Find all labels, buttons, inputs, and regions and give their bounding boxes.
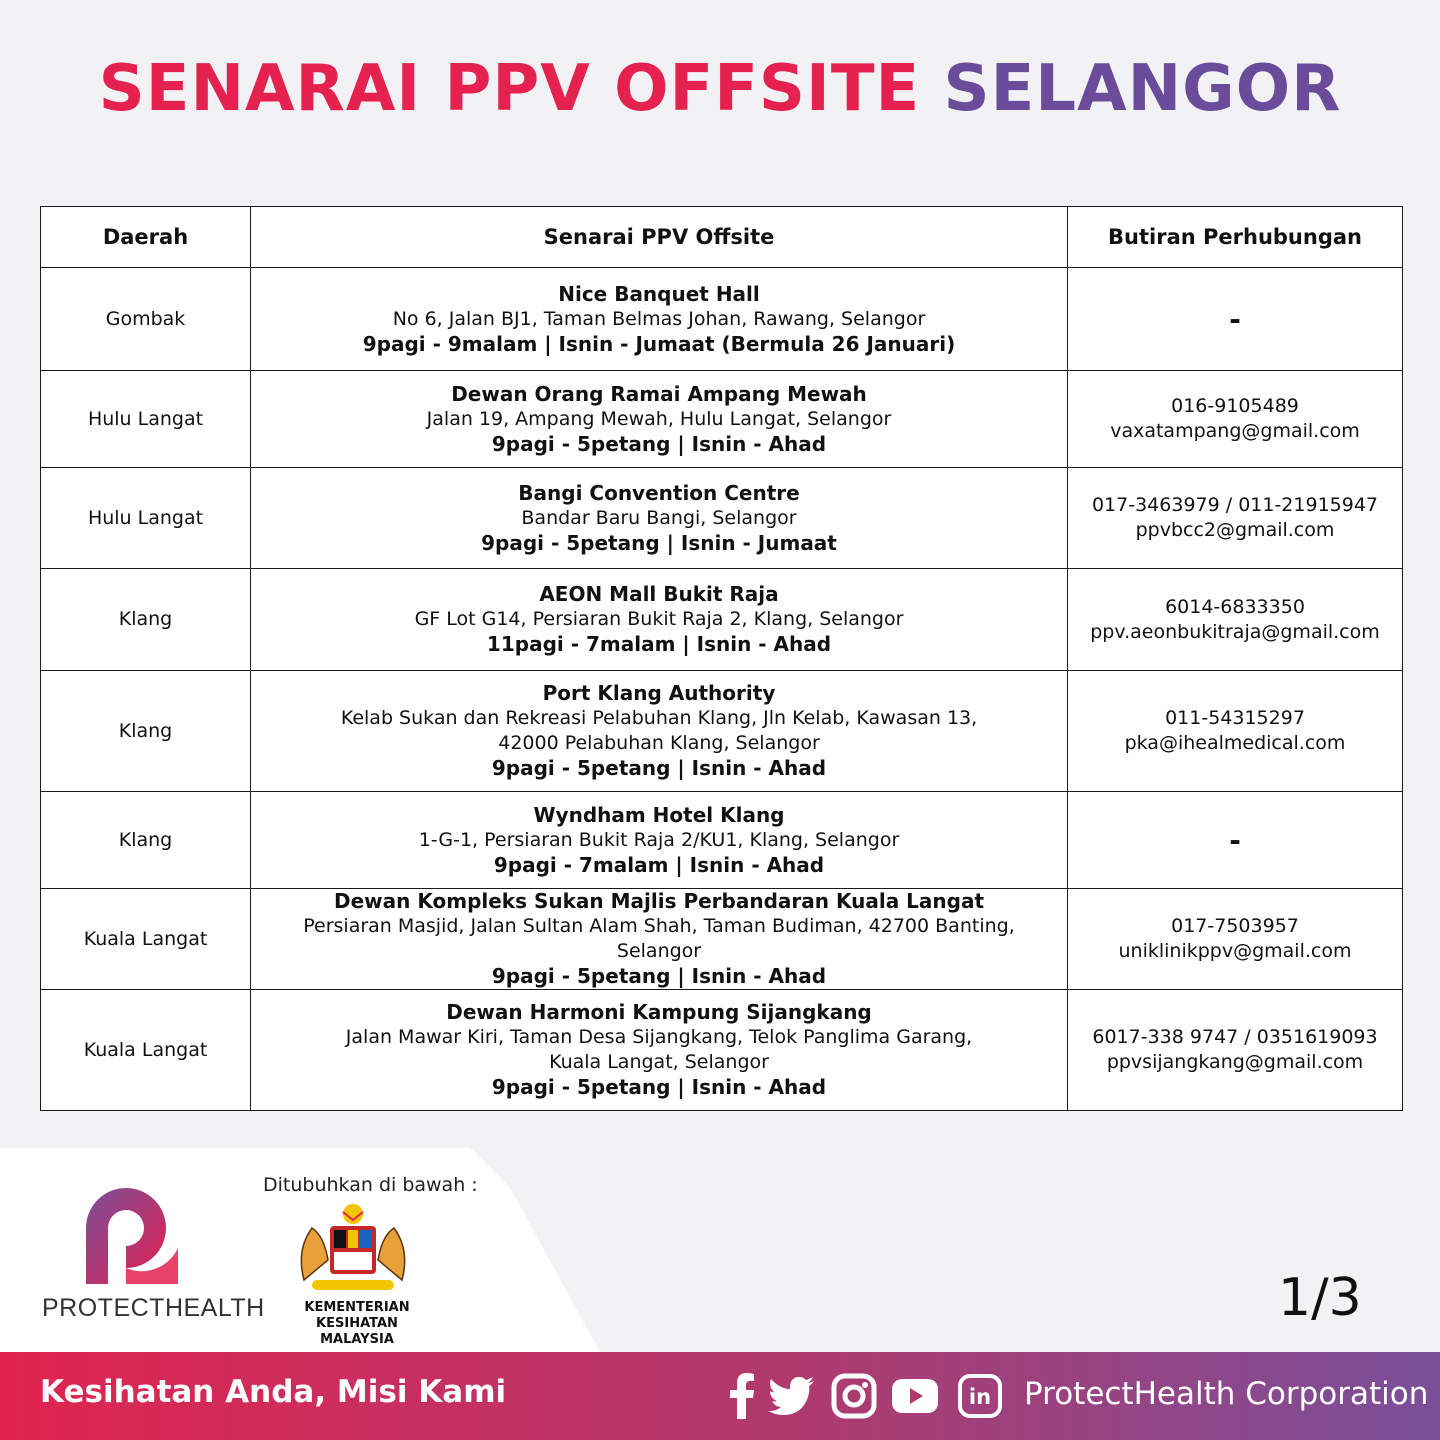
location-cell bbox=[251, 468, 1068, 569]
contact-phone: 6014-6833350 bbox=[1165, 595, 1305, 618]
protecthealth-logo-icon bbox=[80, 1188, 184, 1284]
location-name: Bangi Convention Centre bbox=[518, 480, 800, 505]
contact-email: ppv.aeonbukitraja@gmail.com bbox=[1090, 620, 1380, 643]
table-row bbox=[41, 889, 1403, 990]
slogan: Kesihatan Anda, Misi Kami bbox=[40, 1374, 507, 1410]
location-name: Dewan Harmoni Kampung Sijangkang bbox=[446, 1000, 872, 1024]
location-name: AEON Mall Bukit Raja bbox=[539, 582, 779, 606]
contact-cell bbox=[1068, 990, 1403, 1111]
location-name: Dewan Kompleks Sukan Majlis Perbandaran Kuala Langat bbox=[334, 889, 984, 913]
district-cell: Klang bbox=[41, 569, 251, 671]
location-cell bbox=[251, 792, 1068, 889]
district-cell: Gombak bbox=[41, 268, 251, 371]
location-address: Kuala Langat, Selangor bbox=[549, 1051, 769, 1073]
page-title bbox=[0, 52, 1440, 126]
header-district: Daerah bbox=[41, 207, 251, 268]
location-cell bbox=[251, 371, 1068, 468]
table-row bbox=[41, 268, 1403, 371]
contact-cell bbox=[1068, 468, 1403, 569]
location-hours: 9pagi - 7malam | Isnin - Ahad bbox=[493, 852, 825, 877]
title-part-2: SELANGOR bbox=[943, 52, 1342, 126]
location-address: Jalan 19, Ampang Mewah, Hulu Langat, Selangor bbox=[426, 407, 892, 430]
location-name: Wyndham Hotel Klang bbox=[533, 802, 785, 827]
page-indicator: 1/3 bbox=[1278, 1268, 1362, 1328]
location-cell bbox=[251, 268, 1068, 371]
table-row bbox=[41, 990, 1403, 1111]
title-part-1: SENARAI PPV OFFSITE bbox=[98, 52, 921, 126]
location-cell bbox=[251, 569, 1068, 671]
contact-none: - bbox=[1229, 823, 1241, 857]
contact-email: pka@ihealmedical.com bbox=[1124, 732, 1346, 754]
location-address: No 6, Jalan BJ1, Taman Belmas Johan, Rawang, Selangor bbox=[392, 307, 926, 330]
facebook-icon[interactable] bbox=[730, 1373, 754, 1419]
location-name: Nice Banquet Hall bbox=[558, 281, 760, 306]
table-header-row bbox=[41, 207, 1403, 268]
location-hours: 9pagi - 5petang | Isnin - Ahad bbox=[491, 431, 827, 456]
location-hours: 9pagi - 9malam | Isnin - Jumaat (Bermula 26 Januari) bbox=[362, 331, 956, 356]
contact-cell bbox=[1068, 889, 1403, 990]
contact-email: ppvsijangkang@gmail.com bbox=[1106, 1051, 1364, 1073]
ministry-line-1: KEMENTERIAN KESIHATAN bbox=[304, 1300, 410, 1331]
contact-phone: 017-3463979 / 011-21915947 bbox=[1091, 494, 1379, 516]
location-hours: 9pagi - 5petang | Isnin - Jumaat bbox=[481, 530, 837, 555]
table-row bbox=[41, 569, 1403, 671]
table-row bbox=[41, 468, 1403, 569]
corporation-name: ProtectHealth Corporation bbox=[1024, 1376, 1429, 1412]
contact-cell bbox=[1068, 792, 1403, 889]
table-row bbox=[41, 371, 1403, 468]
contact-phone: 6017-338 9747 / 0351619093 bbox=[1092, 1026, 1378, 1048]
coat-of-arms-icon bbox=[290, 1200, 416, 1296]
district-cell: Hulu Langat bbox=[41, 371, 251, 468]
location-hours: 9pagi - 5petang | Isnin - Ahad bbox=[491, 756, 827, 780]
district-cell: Kuala Langat bbox=[41, 889, 251, 990]
twitter-icon[interactable] bbox=[768, 1373, 814, 1419]
location-cell bbox=[251, 889, 1068, 990]
location-address: Bandar Baru Bangi, Selangor bbox=[521, 506, 797, 529]
location-cell bbox=[251, 671, 1068, 792]
header-contact: Butiran Perhubungan bbox=[1068, 207, 1403, 268]
location-address: Persiaran Masjid, Jalan Sultan Alam Shah, Taman Budiman, 42700 Banting, Selangor bbox=[303, 915, 1015, 962]
district-cell: Hulu Langat bbox=[41, 468, 251, 569]
location-address: GF Lot G14, Persiaran Bukit Raja 2, Klang, Selangor bbox=[414, 608, 904, 630]
location-cell bbox=[251, 990, 1068, 1111]
location-name: Dewan Orang Ramai Ampang Mewah bbox=[451, 381, 867, 406]
location-hours: 9pagi - 5petang | Isnin - Ahad bbox=[491, 964, 827, 988]
ppv-table bbox=[40, 206, 1403, 1111]
location-hours: 9pagi - 5petang | Isnin - Ahad bbox=[491, 1075, 827, 1099]
instagram-icon[interactable] bbox=[831, 1373, 877, 1419]
contact-phone: 017-7503957 bbox=[1171, 915, 1299, 937]
location-address: Kelab Sukan dan Rekreasi Pelabuhan Klang, Jln Kelab, Kawasan 13, bbox=[340, 707, 978, 729]
district-cell: Klang bbox=[41, 792, 251, 889]
location-address: 1-G-1, Persiaran Bukit Raja 2/KU1, Klang, Selangor bbox=[418, 828, 900, 851]
linkedin-icon[interactable] bbox=[957, 1373, 1003, 1419]
established-under-label: Ditubuhkan di bawah : bbox=[263, 1174, 478, 1196]
brand-name: PROTECTHEALTH bbox=[42, 1294, 265, 1322]
location-address: 42000 Pelabuhan Klang, Selangor bbox=[498, 732, 820, 754]
contact-email: uniklinikppv@gmail.com bbox=[1118, 940, 1352, 962]
ministry-line-2: MALAYSIA bbox=[320, 1332, 394, 1347]
contact-cell bbox=[1068, 671, 1403, 792]
contact-cell bbox=[1068, 268, 1403, 371]
contact-phone: 016-9105489 bbox=[1171, 395, 1299, 417]
location-hours: 11pagi - 7malam | Isnin - Ahad bbox=[486, 632, 832, 656]
contact-cell bbox=[1068, 371, 1403, 468]
location-address: Jalan Mawar Kiri, Taman Desa Sijangkang, Telok Panglima Garang, bbox=[345, 1026, 973, 1048]
table-row bbox=[41, 671, 1403, 792]
location-name: Port Klang Authority bbox=[542, 681, 776, 705]
contact-email: vaxatampang@gmail.com bbox=[1110, 420, 1360, 442]
contact-email: ppvbcc2@gmail.com bbox=[1135, 519, 1335, 541]
contact-phone: 011-54315297 bbox=[1165, 707, 1305, 729]
youtube-icon[interactable] bbox=[892, 1373, 938, 1419]
contact-cell bbox=[1068, 569, 1403, 671]
svg-text:in: in bbox=[968, 1385, 992, 1409]
table-row bbox=[41, 792, 1403, 889]
ministry-name bbox=[262, 1300, 452, 1348]
district-cell: Klang bbox=[41, 671, 251, 792]
header-locations: Senarai PPV Offsite bbox=[251, 207, 1068, 268]
contact-none: - bbox=[1229, 302, 1241, 336]
district-cell: Kuala Langat bbox=[41, 990, 251, 1111]
